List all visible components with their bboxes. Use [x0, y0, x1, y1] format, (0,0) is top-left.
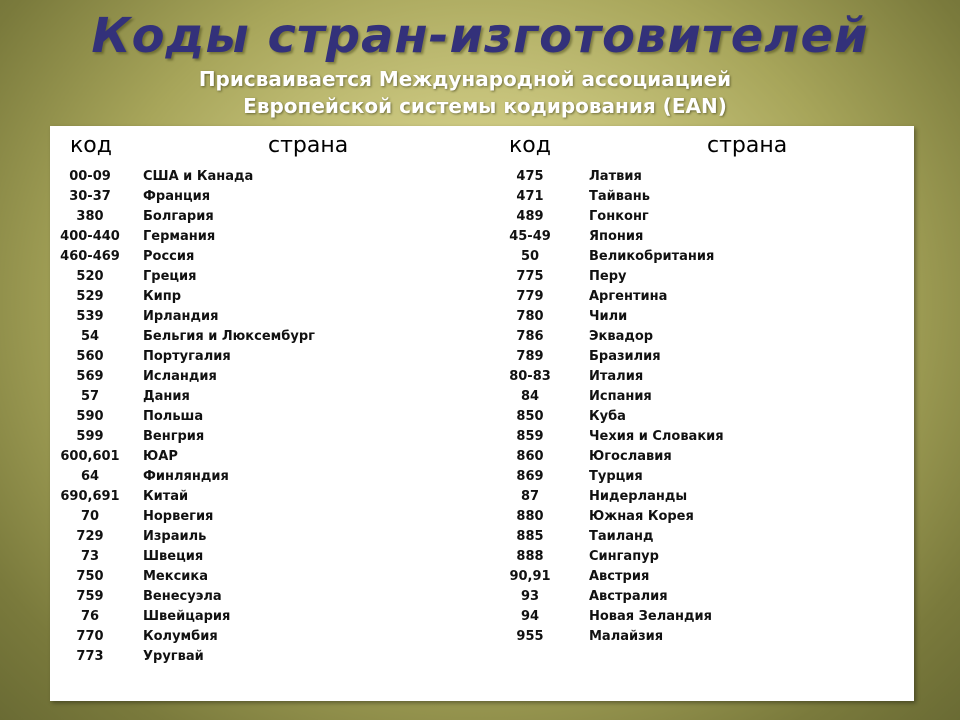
country-name: Австрия: [589, 569, 650, 584]
country-code: 770: [76, 629, 104, 644]
country-name: Греция: [143, 269, 197, 284]
country-name: Ирландия: [143, 309, 219, 324]
table-row: [50, 287, 480, 307]
subtitle-line-1: Присваивается Международной ассоциацией: [198, 67, 732, 91]
table-row: [50, 267, 480, 287]
country-name: Венгрия: [143, 429, 205, 444]
country-code: 599: [76, 429, 104, 444]
table-row: [500, 567, 914, 587]
country-name: Кипр: [143, 289, 182, 304]
table-row: [500, 327, 914, 347]
header-code-left: код: [70, 133, 112, 158]
country-name: Польша: [143, 409, 204, 424]
country-name: Швеция: [143, 549, 204, 564]
country-code: 380: [76, 209, 104, 224]
country-name: Таиланд: [589, 529, 654, 544]
country-name: Новая Зеландия: [589, 609, 712, 624]
country-name: Сингапур: [589, 549, 659, 564]
country-code: 860: [516, 449, 544, 464]
country-name: Нидерланды: [589, 489, 688, 504]
country-code: 70: [80, 509, 100, 524]
country-code: 45-49: [509, 229, 551, 244]
country-code: 885: [516, 529, 544, 544]
country-code: 690,691: [60, 489, 120, 504]
country-code: 471: [516, 189, 544, 204]
country-code: 560: [76, 349, 104, 364]
table-row: [500, 487, 914, 507]
table-row: [50, 367, 480, 387]
table-row: [50, 447, 480, 467]
table-row: [500, 627, 914, 647]
table-row: [500, 527, 914, 547]
country-code: 529: [76, 289, 104, 304]
country-code: 84: [520, 389, 540, 404]
right-column: [500, 167, 914, 647]
table-row: [50, 327, 480, 347]
table-row: [500, 387, 914, 407]
table-row: [50, 567, 480, 587]
country-code: 729: [76, 529, 104, 544]
codes-table: [50, 126, 914, 701]
country-name: Китай: [143, 489, 189, 504]
country-code: 773: [76, 649, 104, 664]
table-row: [50, 487, 480, 507]
country-code: 30-37: [69, 189, 111, 204]
country-name: Бразилия: [589, 349, 661, 364]
country-code: 780: [516, 309, 544, 324]
country-name: Аргентина: [589, 289, 668, 304]
country-name: Латвия: [589, 169, 642, 184]
country-name: Тайвань: [589, 189, 650, 204]
country-name: ЮАР: [143, 449, 178, 464]
table-row: [50, 407, 480, 427]
country-name: Мексика: [143, 569, 208, 584]
country-code: 460-469: [60, 249, 120, 264]
table-row: [500, 507, 914, 527]
country-name: США и Канада: [143, 169, 254, 184]
table-row: [500, 167, 914, 187]
country-name: Чехия и Словакия: [589, 429, 724, 444]
table-row: [500, 367, 914, 387]
table-row: [500, 267, 914, 287]
page-title: Коды стран-изготовителей: [91, 8, 869, 64]
country-code: 759: [76, 589, 104, 604]
country-code: 569: [76, 369, 104, 384]
table-row: [50, 347, 480, 367]
table-row: [50, 467, 480, 487]
table-row: [50, 187, 480, 207]
table-row: [500, 287, 914, 307]
country-name: Швейцария: [143, 609, 231, 624]
table-row: [50, 547, 480, 567]
country-name: Австралия: [589, 589, 668, 604]
country-name: Дания: [143, 389, 190, 404]
table-row: [500, 347, 914, 367]
table-row: [50, 607, 480, 627]
country-name: Малайзия: [589, 629, 664, 644]
country-name: Болгария: [143, 209, 214, 224]
country-name: Эквадор: [589, 329, 654, 344]
country-name: Норвегия: [143, 509, 214, 524]
country-code: 520: [76, 269, 104, 284]
country-code: 80-83: [509, 369, 551, 384]
country-code: 600,601: [60, 449, 120, 464]
table-row: [50, 307, 480, 327]
table-row: [500, 607, 914, 627]
table-row: [500, 247, 914, 267]
country-name: Финляндия: [143, 469, 229, 484]
country-name: Франция: [143, 189, 211, 204]
country-name: Турция: [589, 469, 643, 484]
country-code: 539: [76, 309, 104, 324]
table-row: [500, 207, 914, 227]
country-code: 880: [516, 509, 544, 524]
country-code: 590: [76, 409, 104, 424]
country-code: 850: [516, 409, 544, 424]
table-row: [50, 527, 480, 547]
country-code: 64: [80, 469, 100, 484]
table-row: [50, 227, 480, 247]
header-code-right: код: [509, 133, 551, 158]
country-code: 859: [516, 429, 544, 444]
country-name: Югославия: [589, 449, 672, 464]
table-row: [50, 427, 480, 447]
country-code: 93: [520, 589, 540, 604]
country-name: Колумбия: [143, 629, 218, 644]
country-code: 955: [516, 629, 544, 644]
country-code: 90,91: [509, 569, 551, 584]
header-country-right: страна: [707, 133, 788, 158]
table-row: [50, 207, 480, 227]
table-row: [500, 547, 914, 567]
table-row: [50, 247, 480, 267]
country-code: 489: [516, 209, 544, 224]
left-column: [50, 167, 480, 667]
country-code: 775: [516, 269, 544, 284]
country-code: 869: [516, 469, 544, 484]
table-row: [50, 387, 480, 407]
table-row: [50, 627, 480, 647]
country-code: 73: [80, 549, 100, 564]
table-row: [500, 427, 914, 447]
table-row: [500, 227, 914, 247]
header-country-left: страна: [268, 133, 349, 158]
country-name: Куба: [589, 409, 626, 424]
country-name: Израиль: [143, 529, 207, 544]
country-name: Италия: [589, 369, 644, 384]
table-row: [500, 587, 914, 607]
country-code: 76: [80, 609, 100, 624]
country-code: 779: [516, 289, 544, 304]
country-name: Германия: [143, 229, 216, 244]
country-name: Чили: [589, 309, 628, 324]
country-name: Бельгия и Люксембург: [143, 329, 315, 344]
table-row: [500, 467, 914, 487]
country-code: 789: [516, 349, 544, 364]
country-code: 888: [516, 549, 544, 564]
country-code: 54: [80, 329, 100, 344]
country-code: 50: [520, 249, 540, 264]
country-name: Уругвай: [143, 649, 204, 664]
country-name: Гонконг: [589, 209, 649, 224]
country-code: 400-440: [60, 229, 120, 244]
table-row: [500, 407, 914, 427]
country-code: 87: [520, 489, 540, 504]
country-name: Венесуэла: [143, 589, 222, 604]
subtitle-line-2: Европейской системы кодирования (EAN): [243, 94, 727, 118]
table-row: [50, 647, 480, 667]
table-row: [500, 187, 914, 207]
country-name: Испания: [589, 389, 652, 404]
table-row: [500, 307, 914, 327]
country-name: Япония: [589, 229, 644, 244]
country-name: Исландия: [143, 369, 217, 384]
table-row: [500, 447, 914, 467]
country-code: 94: [520, 609, 540, 624]
table-row: [50, 587, 480, 607]
country-code: 475: [516, 169, 544, 184]
country-name: Россия: [143, 249, 195, 264]
country-name: Южная Корея: [589, 509, 694, 524]
country-name: Великобритания: [589, 249, 715, 264]
country-name: Перу: [589, 269, 627, 284]
country-code: 57: [80, 389, 100, 404]
country-code: 750: [76, 569, 104, 584]
table-row: [50, 167, 480, 187]
country-code: 786: [516, 329, 544, 344]
table-row: [50, 507, 480, 527]
country-name: Португалия: [143, 349, 231, 364]
country-code: 00-09: [69, 169, 111, 184]
